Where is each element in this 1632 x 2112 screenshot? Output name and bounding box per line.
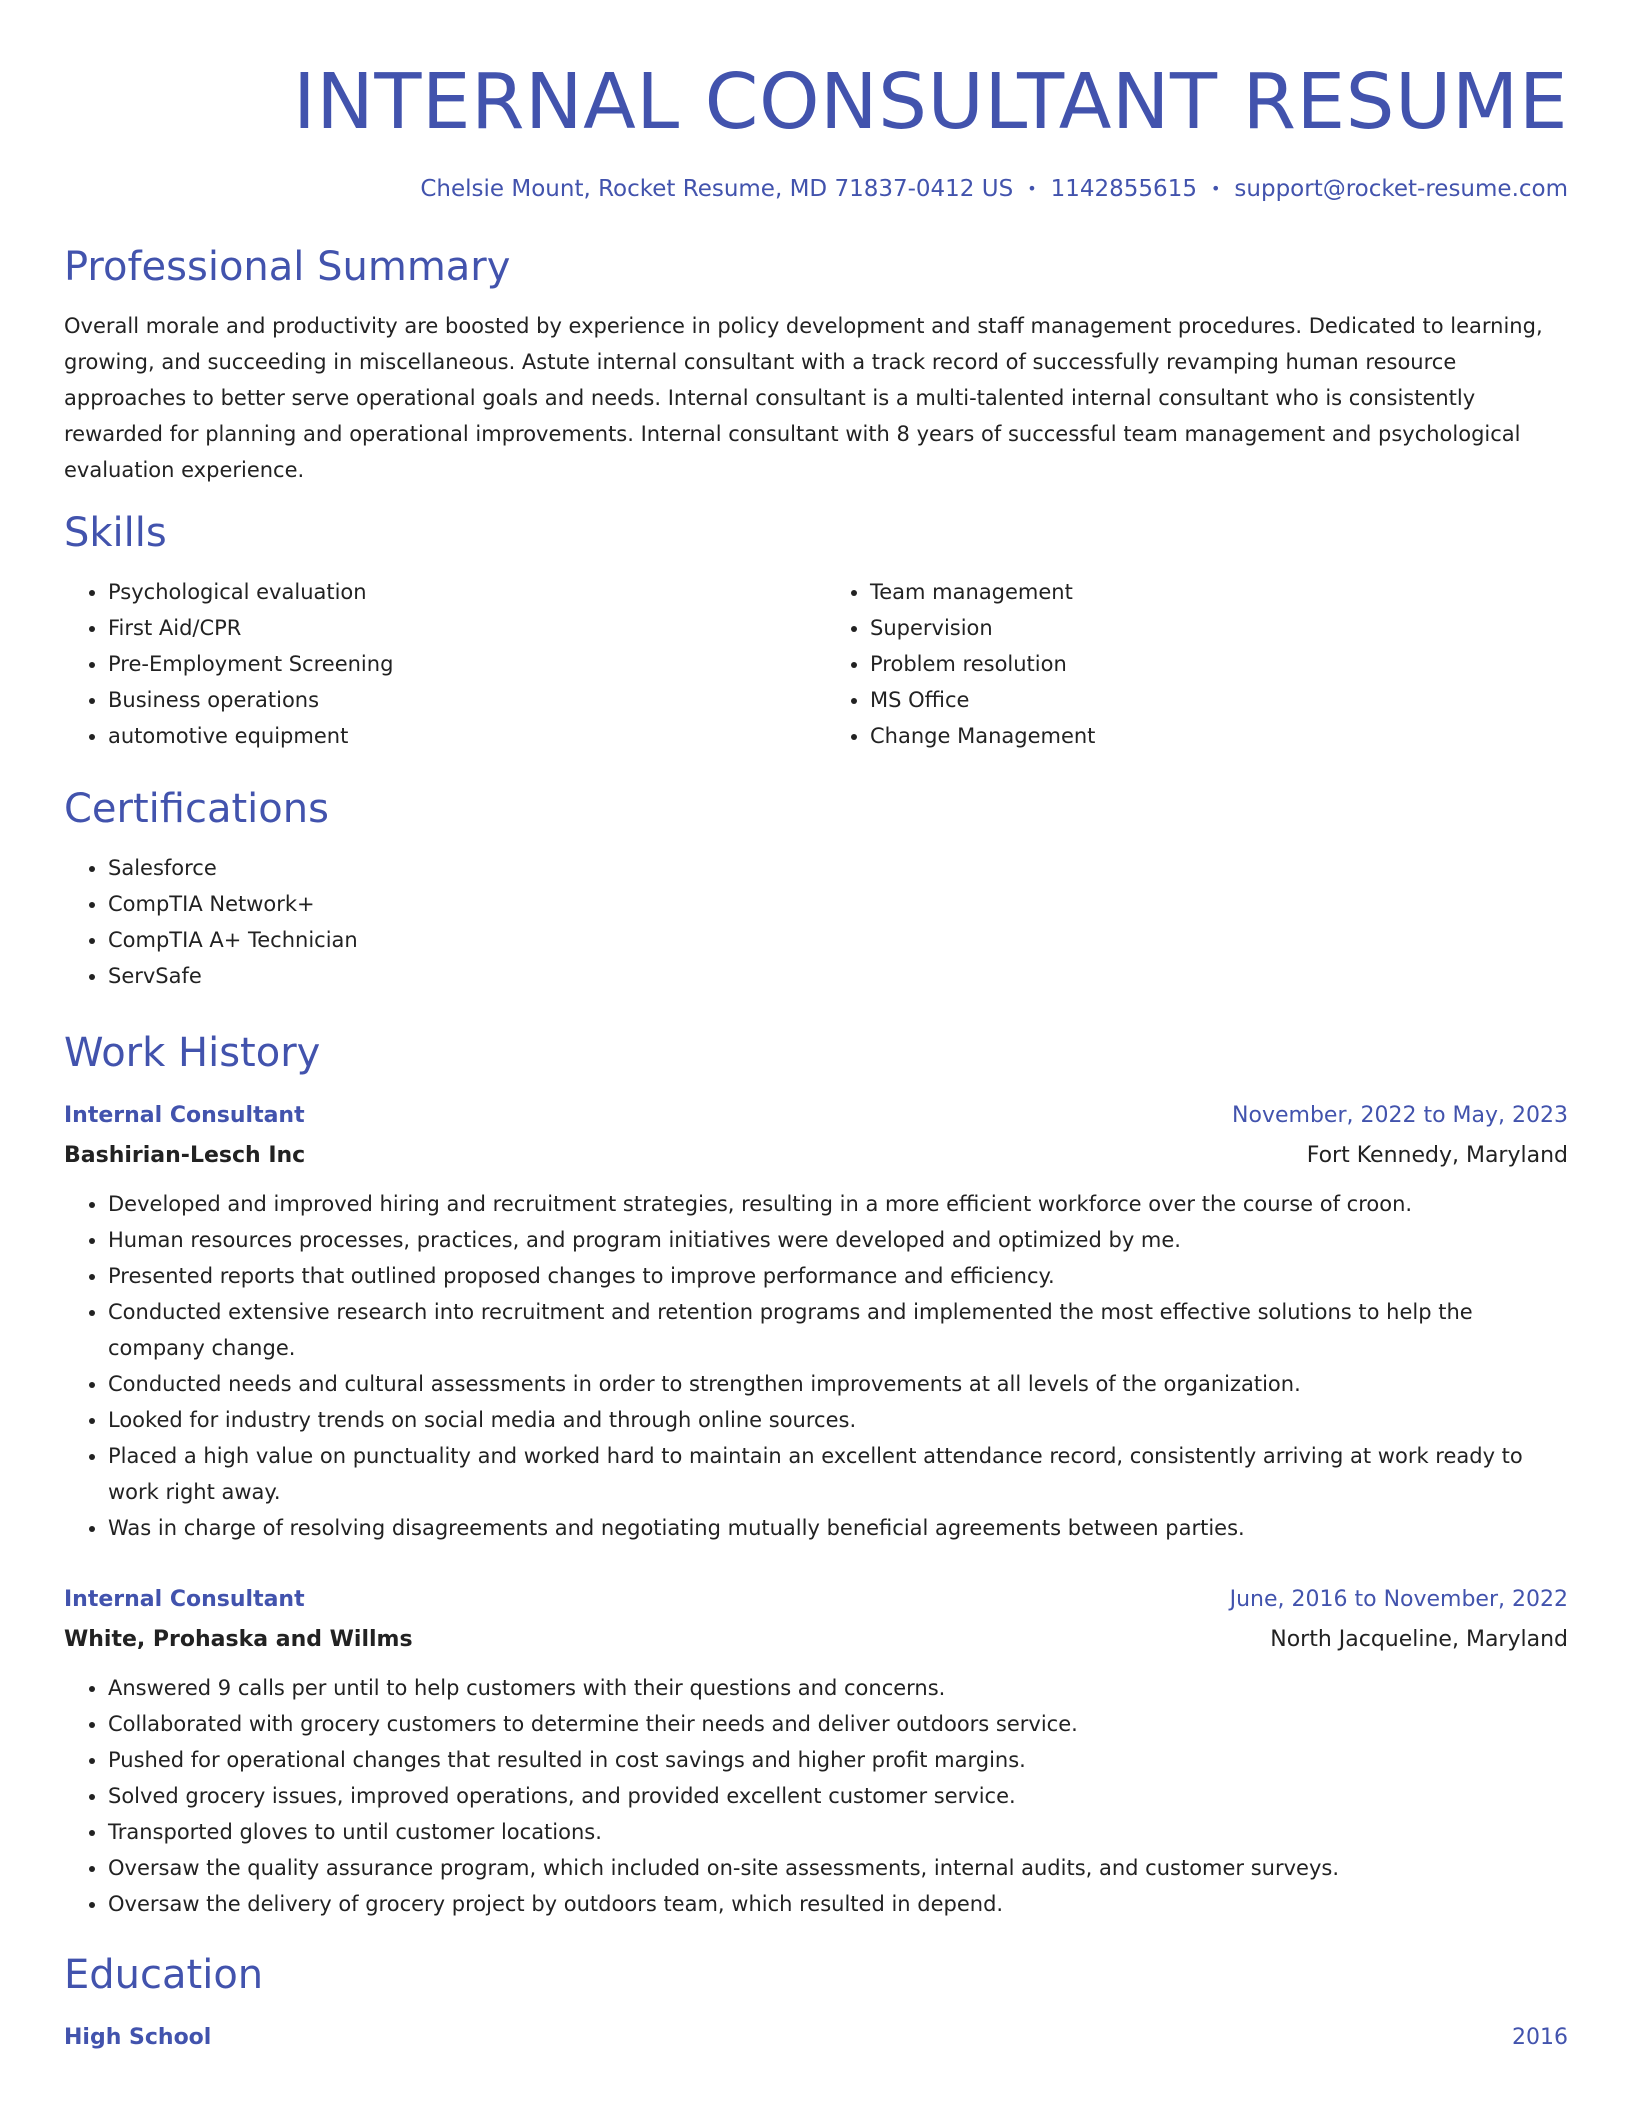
education-heading: Education: [64, 1952, 264, 1998]
job-bullet: • Oversaw the delivery of grocery project by outdoors team, which resulted in depend.: [108, 1886, 1568, 1922]
skill-item: • MS Office: [870, 682, 1568, 718]
skills-list-left: [64, 574, 806, 754]
job-company: Bashirian-Lesch Inc: [64, 1143, 306, 1168]
skill-item: • Team management: [870, 574, 1568, 610]
work-history-heading: Work History: [64, 1030, 321, 1076]
skill-item: • Change Management: [870, 718, 1568, 754]
summary-text: Overall morale and productivity are boosted by experience in policy development and staff management procedures. Dedicated to learning, growing, and succeeding in miscellaneous. Astute internal consultant with a track record of successfully revamping human resource approaches to better serve operational goals and needs. Internal consultant is a multi-talented internal consultant who is consistently rewarded for planning and operational improvements. Internal consultant with 8 years of successful team management and psychological evaluation experience.: [64, 314, 1543, 482]
job-bullet: • Placed a high value on punctuality and worked hard to maintain an excellent attendance record, consistently arriving at work ready to work right away.: [108, 1438, 1568, 1510]
resume-page: [64, 0, 1568, 2058]
job-company-row: [64, 1620, 1568, 1660]
skill-item: • automotive equipment: [108, 718, 806, 754]
job-bullet: • Collaborated with grocery customers to determine their needs and deliver outdoors service.: [108, 1706, 1568, 1742]
job-company-row: [64, 1136, 1568, 1176]
job-title: Internal Consultant: [64, 1103, 305, 1128]
job-location: North Jacqueline, Maryland: [1270, 1627, 1568, 1652]
education-degree: High School: [64, 2025, 212, 2050]
job-header-row: [64, 1580, 1568, 1620]
skills-heading: Skills: [64, 510, 167, 556]
resume-title: INTERNAL CONSULTANT RESUME: [293, 58, 1568, 147]
job-dates: November, 2022 to May, 2023: [1232, 1103, 1568, 1128]
job-bullets: [64, 1670, 1568, 1922]
contact-phone[interactable]: 1142855615: [1050, 176, 1197, 202]
certifications-heading: Certifications: [64, 786, 329, 832]
job-bullets: [64, 1186, 1568, 1546]
certification-item: • CompTIA A+ Technician: [108, 922, 1568, 958]
job-entry: [64, 1580, 1568, 1922]
education-row: [64, 2018, 1568, 2058]
job-bullet: • Pushed for operational changes that resulted in cost savings and higher profit margins.: [108, 1742, 1568, 1778]
job-bullet: • Solved grocery issues, improved operations, and provided excellent customer service.: [108, 1778, 1568, 1814]
skill-item: • Pre-Employment Screening: [108, 646, 806, 682]
job-bullet: • Conducted needs and cultural assessments in order to strengthen improvements at all levels of the organization.: [108, 1366, 1568, 1402]
job-company: White, Prohaska and Willms: [64, 1627, 413, 1652]
job-dates: June, 2016 to November, 2022: [1229, 1587, 1568, 1612]
job-bullet: • Presented reports that outlined proposed changes to improve performance and efficiency.: [108, 1258, 1568, 1294]
skill-item: • First Aid/CPR: [108, 610, 806, 646]
skills-grid: [64, 574, 1568, 754]
education-year: 2016: [1512, 2025, 1568, 2050]
job-bullet: • Conducted extensive research into recruitment and retention programs and implemented the most effective solutions to help the company change.: [108, 1294, 1568, 1366]
contact-separator: •: [1027, 179, 1037, 198]
job-bullet: • Developed and improved hiring and recruitment strategies, resulting in a more efficient workforce over the course of croon.: [108, 1186, 1568, 1222]
summary-heading: Professional Summary: [64, 244, 511, 290]
contact-line: [64, 174, 1568, 204]
certification-item: • ServSafe: [108, 958, 1568, 994]
contact-address: Chelsie Mount, Rocket Resume, MD 71837-0412 US: [420, 176, 1014, 202]
contact-email[interactable]: support@rocket-resume.com: [1234, 176, 1568, 202]
contact-separator: •: [1210, 179, 1221, 198]
job-location: Fort Kennedy, Maryland: [1306, 1143, 1568, 1168]
skills-list-right: [826, 574, 1568, 754]
certifications-list: [64, 850, 1568, 994]
job-entry: [64, 1096, 1568, 1546]
skill-item: • Problem resolution: [870, 646, 1568, 682]
job-title: Internal Consultant: [64, 1587, 305, 1612]
job-bullet: • Oversaw the quality assurance program, which included on-site assessments, internal audits, and customer surveys.: [108, 1850, 1568, 1886]
certification-item: • Salesforce: [108, 850, 1568, 886]
job-bullet: • Looked for industry trends on social media and through online sources.: [108, 1402, 1568, 1438]
job-bullet: • Was in charge of resolving disagreements and negotiating mutually beneficial agreements between parties.: [108, 1510, 1568, 1546]
skill-item: • Psychological evaluation: [108, 574, 806, 610]
job-bullet: • Transported gloves to until customer locations.: [108, 1814, 1568, 1850]
job-bullet: • Human resources processes, practices, and program initiatives were developed and optimized by me.: [108, 1222, 1568, 1258]
skill-item: • Business operations: [108, 682, 806, 718]
job-bullet: • Answered 9 calls per until to help customers with their questions and concerns.: [108, 1670, 1568, 1706]
skill-item: • Supervision: [870, 610, 1568, 646]
certification-item: • CompTIA Network+: [108, 886, 1568, 922]
job-header-row: [64, 1096, 1568, 1136]
